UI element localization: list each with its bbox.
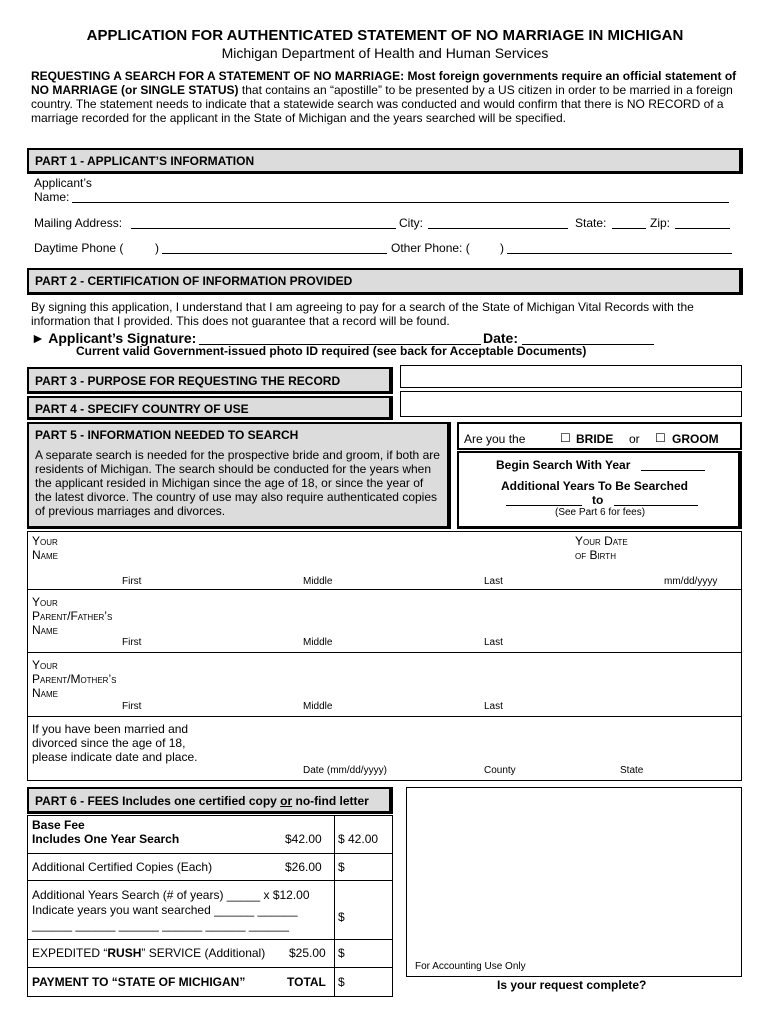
copies-total-field[interactable]: $ (338, 860, 345, 874)
accounting-box (406, 787, 742, 977)
mother-middle-label: Middle (303, 701, 333, 712)
rush-label-c: ” SERVICE (Additional) (141, 946, 266, 960)
years-total-field[interactable]: $ (338, 910, 345, 924)
your-middle-label: Middle (303, 576, 333, 587)
bride-groom-box (457, 422, 742, 450)
county-label: County (484, 765, 516, 776)
copies-amount: $26.00 (285, 860, 322, 874)
copies-label: Additional Certified Copies (Each) (32, 860, 213, 874)
part4-header (27, 396, 393, 420)
mother-label-3: Name (32, 686, 59, 700)
request-complete-label: Is your request complete? (497, 978, 647, 992)
other-phone-paren: ) (500, 241, 504, 255)
intro-paragraph (31, 69, 746, 125)
father-last-label: Last (484, 637, 503, 648)
rush-amount: $25.00 (289, 946, 326, 960)
day-phone-paren: ) (155, 241, 159, 255)
daytime-phone-field[interactable] (162, 253, 387, 254)
are-you-label: Are you the (464, 432, 526, 446)
intro-text: that contains an “apostille” to be presented by a US citizen in order to be married in a foreign country. The statement needs to indicate that a statewide search was conducted and would confirm that there is NO RECORD of a marriage recorded for the applicant in the State of Michigan and the years searched will be specified. (31, 83, 733, 125)
or-label: or (629, 432, 640, 446)
mother-last-label: Last (484, 701, 503, 712)
part5-text: A separate search is needed for the prospective bride and groom, if both are residents of Michigan. The search should be conducted for the years when the applicant resided in Michigan since the age of 18, or since the year of the latest divorce. The country of use may also require authenticated copies of previous marriages and divorces. (35, 448, 440, 518)
years-search-label: Additional Years Search (# of years) _____ x $12.00 (32, 888, 310, 902)
years-blanks[interactable]: ______ ______ ______ ______ ______ ______ (32, 918, 289, 932)
married-label-3: please indicate date and place. (32, 750, 198, 764)
part3-header-label: PART 3 - PURPOSE FOR REQUESTING THE RECORD (35, 374, 341, 388)
part3-header (27, 367, 393, 394)
part1-header (27, 148, 743, 174)
zip-label: Zip: (650, 216, 671, 230)
rush-label-b: RUSH (107, 946, 142, 960)
see-part6-note: (See Part 6 for fees) (555, 507, 646, 518)
begin-search-label: Begin Search With Year (496, 458, 631, 472)
rush-total-field[interactable]: $ (338, 946, 345, 960)
other-phone-field[interactable] (507, 253, 732, 254)
mother-label-2: Parent/Mother’s (32, 672, 117, 686)
mother-label-1: Your (32, 658, 58, 672)
state-field[interactable] (612, 228, 646, 229)
state-col-label: State (620, 765, 644, 776)
part6-header-a: PART 6 - FEES Includes one certified copy (35, 794, 281, 808)
country-field[interactable] (400, 391, 742, 417)
signature-label: ► Applicant’s Signature: (31, 330, 197, 346)
married-label-1: If you have been married and (32, 722, 189, 736)
base-fee-total: $ 42.00 (338, 832, 379, 846)
rush-label (32, 946, 265, 960)
state-label: State: (575, 216, 607, 230)
years-from-field[interactable] (506, 505, 582, 506)
grand-total-field[interactable]: $ (338, 975, 345, 989)
father-label-1: Your (32, 595, 58, 609)
mailing-label: Mailing Address: (34, 216, 123, 230)
other-phone-label: Other Phone: ( (391, 241, 470, 255)
part2-header (27, 268, 743, 295)
part6-header (27, 787, 393, 814)
years-to-field[interactable] (614, 505, 698, 506)
father-first-label: First (122, 637, 142, 648)
part2-header-label: PART 2 - CERTIFICATION OF INFORMATION PROVIDED (35, 274, 353, 288)
city-field[interactable] (428, 228, 568, 229)
dob-label-1: Your Date (575, 534, 628, 548)
purpose-field[interactable] (400, 365, 742, 388)
bride-checkbox[interactable]: ☐ (560, 431, 571, 445)
intro-bold: REQUESTING A SEARCH FOR A STATEMENT OF NO MARRIAGE: Most foreign governments require an official statement of NO MARRIAGE (or SINGLE STATUS) (31, 69, 737, 97)
dob-label-2: of Birth (575, 548, 616, 562)
search-years-box (457, 451, 742, 529)
part4-header-label: PART 4 - SPECIFY COUNTRY OF USE (35, 402, 249, 416)
total-label: TOTAL (287, 975, 326, 989)
base-fee-label-2: Includes One Year Search (32, 832, 180, 846)
part6-header-b: no-find letter (292, 794, 369, 808)
certification-text: By signing this application, I understand that I am agreeing to pay for a search of the State of Michigan Vital Records with the information that I provided. This does not guarantee that a record will be found. (31, 300, 694, 328)
applicant-name-label-1: Applicant’s (34, 176, 92, 190)
date-label: Date: (483, 330, 519, 346)
id-note: Current valid Government-issued photo ID required (see back for Acceptable Documents) (76, 344, 587, 358)
additional-years-label: Additional Years To Be Searched (501, 479, 688, 493)
marriage-date-label: Date (mm/dd/yyyy) (303, 765, 387, 776)
base-fee-label-1: Base Fee (32, 818, 85, 832)
part5-header-label: PART 5 - INFORMATION NEEDED TO SEARCH (35, 428, 299, 442)
zip-field[interactable] (675, 228, 730, 229)
accounting-label: For Accounting Use Only (415, 961, 526, 972)
applicant-name-label-2: Name: (34, 190, 70, 204)
payment-label: PAYMENT TO “STATE OF MICHIGAN” (32, 975, 246, 989)
form-title: APPLICATION FOR AUTHENTICATED STATEMENT OF NO MARRIAGE IN MICHIGAN (86, 27, 684, 44)
base-fee-amount: $42.00 (285, 832, 322, 846)
your-first-label: First (122, 576, 142, 587)
groom-label: GROOM (672, 432, 719, 446)
to-label: to (592, 493, 604, 507)
your-name-label-2: Name (32, 548, 59, 562)
bride-label: BRIDE (576, 432, 614, 446)
mailing-address-field[interactable] (131, 228, 396, 229)
married-label-2: divorced since the age of 18, (32, 736, 186, 750)
part1-header-label: PART 1 - APPLICANT’S INFORMATION (35, 154, 255, 168)
begin-search-year-field[interactable] (641, 470, 705, 471)
years-indicate-label: Indicate years you want searched ______ ______ (32, 903, 298, 917)
groom-checkbox[interactable]: ☐ (655, 431, 666, 445)
form-subtitle: Michigan Department of Health and Human Services (221, 45, 549, 61)
rush-label-a: EXPEDITED “ (32, 946, 108, 960)
your-name-label-1: Your (32, 534, 58, 548)
part6-header-or: or (280, 794, 293, 808)
mother-first-label: First (122, 701, 142, 712)
city-label: City: (399, 216, 423, 230)
applicant-name-field[interactable] (72, 202, 729, 203)
dob-format-label: mm/dd/yyyy (664, 576, 718, 587)
day-phone-label: Daytime Phone ( (34, 241, 124, 255)
father-label-2: Parent/Father’s (32, 609, 113, 623)
your-last-label: Last (484, 576, 503, 587)
father-label-3: Name (32, 623, 59, 637)
part5-panel (27, 422, 451, 529)
father-middle-label: Middle (303, 637, 333, 648)
